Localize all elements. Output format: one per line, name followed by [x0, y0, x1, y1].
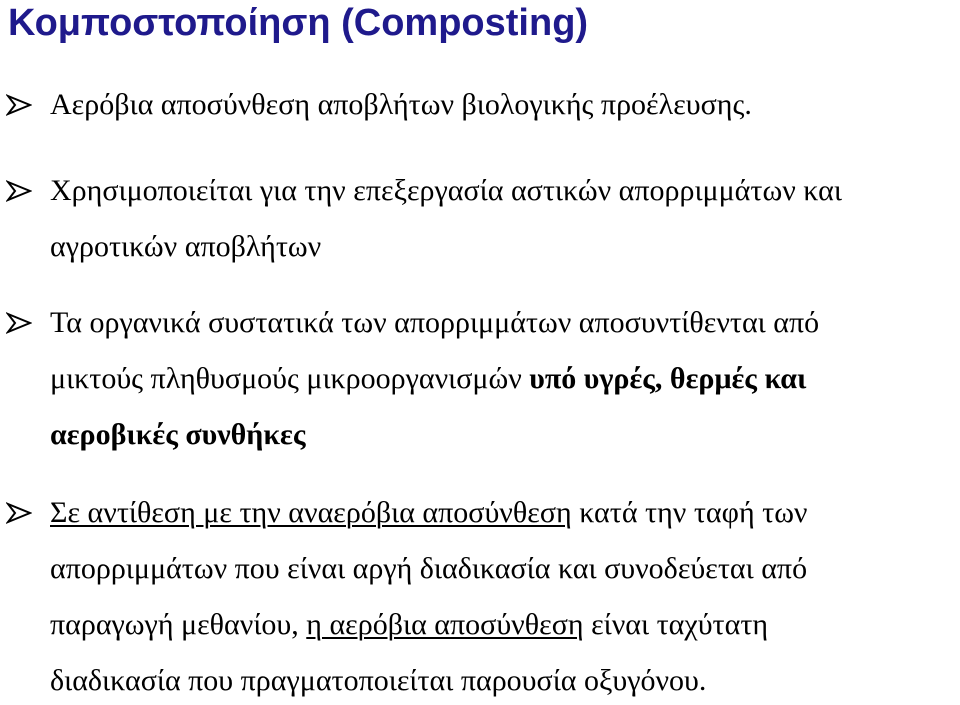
bullet-line: [50, 306, 819, 340]
bullet-line: [50, 362, 806, 396]
bullet-line: [50, 496, 808, 530]
bullet-text: αγροτικών αποβλήτων: [50, 230, 322, 263]
slide-title: Κομποστοποίηση (Composting): [8, 2, 589, 44]
bullet-line: [50, 664, 706, 698]
bullet-text: είναι ταχύτατη: [583, 608, 769, 641]
arrowhead-bullet-icon: [6, 502, 32, 524]
bullet-underlined-text: η αερόβια αποσύνθεση: [306, 608, 584, 641]
bullet-text: παραγωγή μεθανίου,: [50, 608, 307, 641]
bullet-text: κατά την ταφή των: [571, 496, 808, 529]
bullet-line: [50, 174, 842, 208]
arrowhead-bullet-icon: [6, 312, 32, 334]
bullet-bold-text: αεροβικές συνθήκες: [50, 418, 306, 451]
bullet-text: μικτούς πληθυσμούς μικροοργανισμών: [50, 362, 530, 395]
arrowhead-bullet-icon: [6, 180, 32, 202]
bullet-line: [50, 418, 305, 452]
arrowhead-bullet-icon: [6, 94, 32, 116]
bullet-line: [50, 88, 752, 122]
bullet-text: απορριμμάτων που είναι αργή διαδικασία και συνοδεύεται από: [50, 552, 808, 585]
bullet-text: διαδικασία που πραγματοποιείται παρουσία οξυγόνου.: [50, 664, 707, 697]
bullet-line: [50, 552, 807, 586]
bullet-line: [50, 608, 768, 642]
bullet-text: Αερόβια αποσύνθεση αποβλήτων βιολογικής προέλευσης.: [50, 88, 752, 121]
bullet-underlined-text: Σε αντίθεση με την αναερόβια αποσύνθεση: [50, 496, 572, 529]
bullet-bold-text: υπό υγρές, θερμές και: [529, 362, 807, 395]
bullet-text: Τα οργανικά συστατικά των απορριμμάτων αποσυντίθενται από: [50, 306, 820, 339]
bullet-text: Χρησιμοποιείται για την επεξεργασία αστικών απορριμμάτων και: [50, 174, 842, 207]
bullet-line: [50, 230, 321, 264]
